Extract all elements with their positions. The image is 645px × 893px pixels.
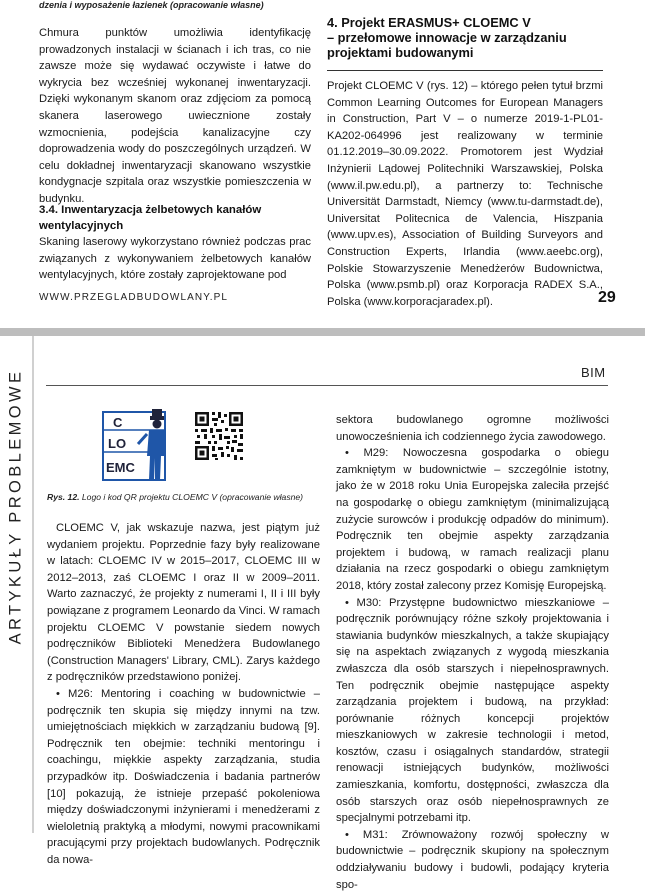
logo-letters-emc: EMC [106,460,135,475]
bottom-left-column [47,520,320,868]
logo-letters-lo: LO [108,436,127,451]
continuation-paragraph: sektora budowlanego ogromne możliwości unowocześnienia ich codziennego życia zawodowego. [336,414,609,443]
m31-paragraph: • M31: Zrównoważony rozwój społeczny w budownictwie – podręcznik skupiony na społecznym oddziaływaniu budowy i budowli, podający kryteria spo- [336,828,609,891]
sidebar-rule [32,336,34,833]
section-4-heading [327,15,603,61]
top-figure-caption: dzenia i wyposażenie łazienek (opracowanie własne) [39,0,264,10]
figure-caption-label: Rys. 12. [47,492,80,502]
section-tag: BIM [581,365,606,380]
section-4-heading-line2: – przełomowe innowacje w zarządzaniu projektami budowanymi [327,30,567,61]
top-left-paragraph: Chmura punktów umożliwia identyfikację prowadzonych instalacji w ścianach i ich tras, co nie zawsze może się wydawać oczywiste i łatwe do wykrycia bez wcześniej wykonanej inwentaryzacji. Dzięki wykonanym skanom oraz zdjęciom za pomocą skanera laserowego uwiecznione zostały wzmocnienia, podejścia kanalizacyjne czy doprowadzenia wody do poszczególnych urządzeń. W celu dokładnej inwentaryzacji skanowano wszystkie kondygnacje szpitala oraz wszystkie pomieszczenia w budynku. [39,27,311,205]
m29-paragraph: • M29: Nowoczesna gospodarka o obiegu zamkniętym w budownictwie – szczególnie istotny, jako że w 2018 roku Unia Europejska zaleciła przejść na gospodarkę o obiegu zamkniętym (minimalizującą zużycie surowców i produkcję odpadów do minimum). Podręcznik ten obejmie aspekty zarządzania projektem i budową, w ramach realizacji planu działania na rzecz gospodarki o obiegu zamkniętym 2018, który został zalecony przez Komisję Europejską. [336,447,609,592]
figure-caption-text: Logo i kod QR projektu CLOEMC V (opracowanie własne) [81,492,304,502]
sidebar-label: ARTYKUŁY PROBLEMOWE [6,368,25,644]
section-4-heading-line1: 4. Projekt ERASMUS+ CLOEMC V [327,15,531,30]
figure-caption [47,492,322,502]
header-rule [46,385,608,386]
footer-url: WWW.PRZEGLADBUDOWLANY.PL [39,292,229,303]
manager-figure-icon [138,409,166,480]
m30-paragraph: • M30: Przystępne budownictwo mieszkaniowe – podręcznik porównujący różne szkoły projektowania i stawiania budynków mieszkalnych, a także skupiający się na aspektach związanych z wygodą mieszkania zwłaszcza dla osób starszych i niepełnosprawnych. Ten podręcznik obejmie następujące aspekty zarządzania projektem i budową, na przykład: porównanie różnych koncepcji projektów mieszkaniowych w zakresie technologii i metod, kosztów, czasu i osiągalnych standardów, strategii renowacji istniejących budynków, możliwości zamieszkania, komfortu, dostępności, zwłaszcza dla osób starszych oraz osób niepełnosprawnych ze specjalnymi potrzebami itp. [336,596,609,825]
top-right-paragraph: Projekt CLOEMC V (rys. 12) – którego pełen tytuł brzmi Common Learning Outcomes for European Managers in Construction, Part V – o numerze 2019-1-PL01-KA202-064996 jest realizowany w terminie 01.12.2019–30.09.2022. Promotorem jest Wydział Inżynierii Lądowej Politechniki Warszawskiej, Polska (www.il.pw.edu.pl), a partnerzy to: Technische Universität Darmstadt, Niemcy (www.tu-darmstadt.de), Universitat Politecnica de Valencia, Hiszpania (www.upv.es), Association of Building Surveyors and Construction Experts, Irlandia (www.aeebc.org), Polskie Stowarzyszenie Menedżerów Budownictwa, Polska (www.psmb.pl) oraz Korporacja RADEX S.A., Polska (www.korporacjaradex.pl). [327,80,603,308]
m26-paragraph: • M26: Mentoring i coaching w budownictwie – podręcznik ten skupia się między innymi na tzw. umiejętnościach miękkich w zarządzaniu budową [9]. Podręcznik ten obejmie: techniki mentoringu i coachingu, miękkie aspekty zarządzania, studia przypadków itp. Doświadczenia i badania partnerów [10] pokazują, że istnieje przepaść pokoleniowa między doświadczonymi inżynierami i menedżerami z wieloletnią praktyką a młodymi, nowymi pracownikami pracującymi przy projektach budowlanych. Podręcznik da nowa- [47,687,320,866]
page-separator [0,328,645,336]
sidebar-label-wrap [0,336,32,676]
page-number: 29 [598,289,616,306]
qr-code-icon [194,411,244,461]
cloemc-logo-graphic [100,408,250,484]
figure-logo-qr [100,408,250,484]
section-3-4-heading: 3.4. Inwentaryzacja żelbetowych kanałów wentylacyjnych [39,204,262,232]
intro-paragraph: CLOEMC V, jak wskazuje nazwa, jest piątym już wydaniem projektu. Poprzednie fazy były realizowane w latach: CLOEMC IV w 2015–2017, CLOEMC III w 2012–2013, zaś CLOEMC I oraz II w 2009–2011. Warto zaznaczyć, że projekty z numerami I, II i III były powiązane z programem Leonardo da Vinci. W ramach projektu CLOEMC V powstanie siedem nowych podręczników Biblioteki Menedżera Budowlanego (Construction Managers' Library, CML). Zarys każdego z podręczników przedstawiono poniżej. [47,522,320,684]
heading-rule [327,70,603,71]
bottom-right-column [336,412,609,893]
top-left-paragraph-2: Skaning laserowy wykorzystano również podczas prac związanych z wykonywaniem żelbetowych kanałów wentylacyjnych, które zostały zaprojektowane pod [39,236,311,282]
cloemc-logo [103,409,166,480]
logo-letter-c: C [113,415,123,430]
